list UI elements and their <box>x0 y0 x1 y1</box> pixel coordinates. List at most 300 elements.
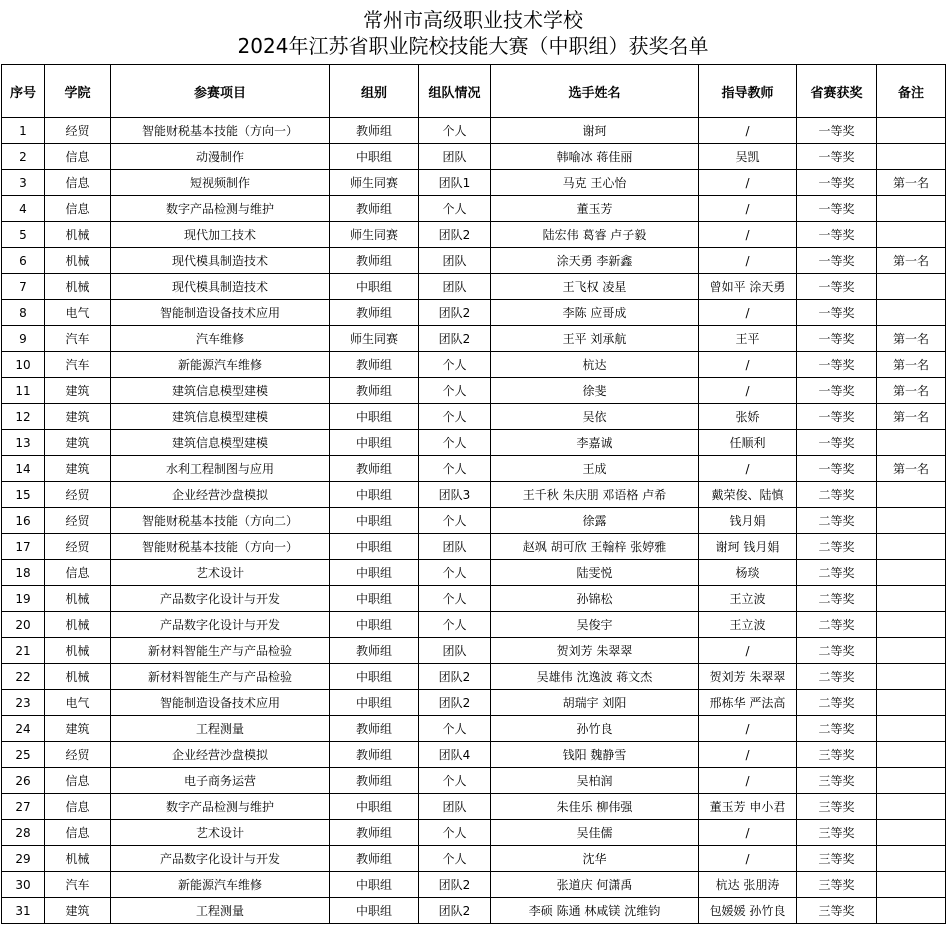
cell-contestants: 李陈 应哥成 <box>491 300 699 326</box>
cell-award: 一等奖 <box>797 378 877 404</box>
table-row <box>2 274 946 300</box>
cell-event: 数字产品检测与维护 <box>111 196 330 222</box>
cell-group: 教师组 <box>330 820 419 846</box>
cell-event: 企业经营沙盘模拟 <box>111 482 330 508</box>
cell-instructor: / <box>699 638 797 664</box>
table-row <box>2 586 946 612</box>
table-row <box>2 898 946 924</box>
cell-award: 一等奖 <box>797 430 877 456</box>
table-row <box>2 170 946 196</box>
cell-contestants: 王平 刘承航 <box>491 326 699 352</box>
cell-college: 机械 <box>45 274 111 300</box>
cell-event: 数字产品检测与维护 <box>111 794 330 820</box>
cell-team: 团队2 <box>419 300 491 326</box>
cell-index: 4 <box>2 196 45 222</box>
cell-contestants: 谢珂 <box>491 118 699 144</box>
cell-college: 信息 <box>45 794 111 820</box>
cell-team: 个人 <box>419 560 491 586</box>
cell-college: 信息 <box>45 820 111 846</box>
cell-award: 一等奖 <box>797 248 877 274</box>
cell-award: 三等奖 <box>797 846 877 872</box>
cell-award: 二等奖 <box>797 586 877 612</box>
cell-contestants: 马克 王心怡 <box>491 170 699 196</box>
cell-award: 三等奖 <box>797 742 877 768</box>
cell-group: 中职组 <box>330 534 419 560</box>
cell-award: 二等奖 <box>797 664 877 690</box>
cell-event: 新能源汽车维修 <box>111 352 330 378</box>
cell-group: 师生同赛 <box>330 326 419 352</box>
cell-instructor: / <box>699 716 797 742</box>
cell-index: 12 <box>2 404 45 430</box>
cell-instructor: / <box>699 456 797 482</box>
col-header-event: 参赛项目 <box>111 65 330 118</box>
table-row <box>2 118 946 144</box>
cell-contestants: 吴俊宇 <box>491 612 699 638</box>
cell-index: 15 <box>2 482 45 508</box>
cell-index: 28 <box>2 820 45 846</box>
cell-instructor: 董玉芳 申小君 <box>699 794 797 820</box>
table-row <box>2 378 946 404</box>
cell-instructor: / <box>699 352 797 378</box>
cell-remark: 第一名 <box>877 352 946 378</box>
cell-contestants: 孙锦松 <box>491 586 699 612</box>
cell-instructor: 贺刘芳 朱翠翠 <box>699 664 797 690</box>
cell-instructor: / <box>699 378 797 404</box>
cell-team: 个人 <box>419 378 491 404</box>
cell-team: 团队2 <box>419 898 491 924</box>
cell-group: 中职组 <box>330 508 419 534</box>
cell-contestants: 吴依 <box>491 404 699 430</box>
cell-team: 团队 <box>419 248 491 274</box>
cell-index: 2 <box>2 144 45 170</box>
cell-group: 师生同赛 <box>330 222 419 248</box>
cell-group: 教师组 <box>330 638 419 664</box>
cell-group: 教师组 <box>330 846 419 872</box>
cell-college: 经贸 <box>45 482 111 508</box>
cell-remark: 第一名 <box>877 378 946 404</box>
cell-group: 教师组 <box>330 456 419 482</box>
cell-remark <box>877 638 946 664</box>
cell-award: 二等奖 <box>797 508 877 534</box>
cell-instructor: / <box>699 118 797 144</box>
cell-remark <box>877 118 946 144</box>
cell-group: 师生同赛 <box>330 170 419 196</box>
table-row <box>2 716 946 742</box>
cell-team: 个人 <box>419 430 491 456</box>
cell-contestants: 赵飒 胡可欣 王翰梓 张婷雅 <box>491 534 699 560</box>
col-header-remark: 备注 <box>877 65 946 118</box>
cell-group: 中职组 <box>330 404 419 430</box>
cell-index: 16 <box>2 508 45 534</box>
cell-college: 机械 <box>45 846 111 872</box>
col-header-group: 组别 <box>330 65 419 118</box>
cell-event: 工程测量 <box>111 716 330 742</box>
cell-index: 11 <box>2 378 45 404</box>
cell-award: 二等奖 <box>797 638 877 664</box>
cell-instructor: / <box>699 248 797 274</box>
school-title: 常州市高级职业技术学校 <box>363 8 583 32</box>
cell-remark <box>877 794 946 820</box>
cell-event: 智能制造设备技术应用 <box>111 300 330 326</box>
cell-college: 机械 <box>45 612 111 638</box>
table-row <box>2 534 946 560</box>
cell-remark <box>877 274 946 300</box>
cell-event: 智能制造设备技术应用 <box>111 690 330 716</box>
table-row <box>2 794 946 820</box>
cell-remark <box>877 222 946 248</box>
table-row <box>2 742 946 768</box>
cell-instructor: 杭达 张朋涛 <box>699 872 797 898</box>
table-row <box>2 456 946 482</box>
cell-team: 团队4 <box>419 742 491 768</box>
cell-instructor: 钱月娟 <box>699 508 797 534</box>
cell-group: 中职组 <box>330 560 419 586</box>
cell-instructor: / <box>699 742 797 768</box>
cell-index: 20 <box>2 612 45 638</box>
cell-team: 团队2 <box>419 222 491 248</box>
cell-event: 新材料智能生产与产品检验 <box>111 638 330 664</box>
cell-award: 二等奖 <box>797 482 877 508</box>
col-header-team: 组队情况 <box>419 65 491 118</box>
cell-team: 个人 <box>419 612 491 638</box>
cell-instructor: 杨琰 <box>699 560 797 586</box>
cell-team: 团队 <box>419 638 491 664</box>
cell-group: 中职组 <box>330 274 419 300</box>
cell-group: 教师组 <box>330 248 419 274</box>
cell-contestants: 李硕 陈通 林咸镁 沈维钧 <box>491 898 699 924</box>
cell-college: 建筑 <box>45 430 111 456</box>
cell-award: 二等奖 <box>797 612 877 638</box>
cell-college: 信息 <box>45 170 111 196</box>
cell-college: 机械 <box>45 638 111 664</box>
cell-index: 22 <box>2 664 45 690</box>
cell-contestants: 王千秋 朱庆朋 邓语格 卢希 <box>491 482 699 508</box>
cell-instructor: 张娇 <box>699 404 797 430</box>
cell-instructor: 曾如平 涂天勇 <box>699 274 797 300</box>
table-row <box>2 196 946 222</box>
cell-group: 中职组 <box>330 612 419 638</box>
cell-event: 短视频制作 <box>111 170 330 196</box>
cell-award: 三等奖 <box>797 768 877 794</box>
cell-award: 一等奖 <box>797 118 877 144</box>
cell-instructor: 王立波 <box>699 612 797 638</box>
cell-college: 电气 <box>45 300 111 326</box>
table-row <box>2 508 946 534</box>
cell-index: 5 <box>2 222 45 248</box>
cell-event: 产品数字化设计与开发 <box>111 846 330 872</box>
cell-instructor: / <box>699 820 797 846</box>
cell-remark <box>877 846 946 872</box>
cell-event: 电子商务运营 <box>111 768 330 794</box>
header-row <box>2 65 946 118</box>
cell-index: 10 <box>2 352 45 378</box>
cell-index: 31 <box>2 898 45 924</box>
cell-group: 中职组 <box>330 872 419 898</box>
cell-team: 团队2 <box>419 872 491 898</box>
cell-event: 智能财税基本技能（方向一） <box>111 118 330 144</box>
cell-group: 教师组 <box>330 742 419 768</box>
cell-remark <box>877 768 946 794</box>
cell-event: 建筑信息模型建模 <box>111 378 330 404</box>
table-row <box>2 430 946 456</box>
cell-index: 24 <box>2 716 45 742</box>
award-list-title: 2024年江苏省职业院校技能大赛（中职组）获奖名单 <box>237 34 709 58</box>
col-header-instructor: 指导教师 <box>699 65 797 118</box>
cell-college: 信息 <box>45 560 111 586</box>
cell-college: 经贸 <box>45 118 111 144</box>
cell-contestants: 王成 <box>491 456 699 482</box>
cell-contestants: 胡瑞宇 刘阳 <box>491 690 699 716</box>
cell-instructor: / <box>699 170 797 196</box>
cell-team: 个人 <box>419 768 491 794</box>
cell-contestants: 吴雄伟 沈逸波 蒋文杰 <box>491 664 699 690</box>
cell-team: 个人 <box>419 404 491 430</box>
cell-remark <box>877 144 946 170</box>
cell-group: 教师组 <box>330 716 419 742</box>
cell-remark <box>877 612 946 638</box>
cell-team: 团队 <box>419 794 491 820</box>
cell-award: 一等奖 <box>797 196 877 222</box>
cell-team: 团队 <box>419 274 491 300</box>
cell-team: 团队 <box>419 144 491 170</box>
cell-college: 电气 <box>45 690 111 716</box>
cell-event: 新能源汽车维修 <box>111 872 330 898</box>
cell-award: 一等奖 <box>797 300 877 326</box>
table-row <box>2 872 946 898</box>
cell-remark: 第一名 <box>877 404 946 430</box>
cell-index: 9 <box>2 326 45 352</box>
cell-team: 团队1 <box>419 170 491 196</box>
cell-group: 中职组 <box>330 794 419 820</box>
cell-group: 教师组 <box>330 378 419 404</box>
cell-index: 26 <box>2 768 45 794</box>
cell-instructor: / <box>699 222 797 248</box>
cell-college: 信息 <box>45 196 111 222</box>
cell-college: 经贸 <box>45 508 111 534</box>
cell-index: 29 <box>2 846 45 872</box>
cell-instructor: 王平 <box>699 326 797 352</box>
cell-group: 中职组 <box>330 664 419 690</box>
cell-group: 中职组 <box>330 144 419 170</box>
cell-index: 18 <box>2 560 45 586</box>
cell-index: 27 <box>2 794 45 820</box>
cell-event: 建筑信息模型建模 <box>111 430 330 456</box>
cell-event: 智能财税基本技能（方向一） <box>111 534 330 560</box>
cell-award: 一等奖 <box>797 352 877 378</box>
cell-index: 13 <box>2 430 45 456</box>
cell-instructor: / <box>699 846 797 872</box>
col-header-award: 省赛获奖 <box>797 65 877 118</box>
cell-team: 个人 <box>419 196 491 222</box>
cell-college: 机械 <box>45 586 111 612</box>
cell-college: 建筑 <box>45 898 111 924</box>
cell-instructor: 任顺利 <box>699 430 797 456</box>
table-row <box>2 326 946 352</box>
cell-index: 14 <box>2 456 45 482</box>
cell-college: 经贸 <box>45 742 111 768</box>
cell-contestants: 钱阳 魏静雪 <box>491 742 699 768</box>
cell-team: 个人 <box>419 352 491 378</box>
cell-contestants: 李嘉诚 <box>491 430 699 456</box>
table-row <box>2 820 946 846</box>
cell-instructor: 戴荣俊、陆慎 <box>699 482 797 508</box>
cell-contestants: 沈华 <box>491 846 699 872</box>
cell-event: 艺术设计 <box>111 560 330 586</box>
table-row <box>2 846 946 872</box>
cell-award: 一等奖 <box>797 456 877 482</box>
cell-remark: 第一名 <box>877 326 946 352</box>
cell-college: 信息 <box>45 144 111 170</box>
cell-remark <box>877 872 946 898</box>
table-row <box>2 768 946 794</box>
cell-team: 个人 <box>419 508 491 534</box>
cell-award: 三等奖 <box>797 820 877 846</box>
cell-remark <box>877 664 946 690</box>
cell-event: 艺术设计 <box>111 820 330 846</box>
table-body <box>2 118 946 924</box>
title-block <box>0 0 946 64</box>
cell-college: 建筑 <box>45 456 111 482</box>
cell-contestants: 董玉芳 <box>491 196 699 222</box>
cell-index: 30 <box>2 872 45 898</box>
cell-group: 教师组 <box>330 118 419 144</box>
cell-team: 个人 <box>419 586 491 612</box>
cell-contestants: 王飞权 凌星 <box>491 274 699 300</box>
table-row <box>2 690 946 716</box>
cell-contestants: 涂天勇 李新鑫 <box>491 248 699 274</box>
table-row <box>2 612 946 638</box>
cell-award: 三等奖 <box>797 794 877 820</box>
cell-college: 经贸 <box>45 534 111 560</box>
cell-remark: 第一名 <box>877 170 946 196</box>
cell-instructor: / <box>699 768 797 794</box>
table-row <box>2 664 946 690</box>
cell-contestants: 孙竹良 <box>491 716 699 742</box>
cell-award: 二等奖 <box>797 690 877 716</box>
cell-contestants: 吴柏润 <box>491 768 699 794</box>
cell-college: 汽车 <box>45 352 111 378</box>
cell-group: 中职组 <box>330 482 419 508</box>
cell-event: 现代加工技术 <box>111 222 330 248</box>
cell-instructor: 邢栋华 严法高 <box>699 690 797 716</box>
cell-index: 17 <box>2 534 45 560</box>
cell-college: 机械 <box>45 222 111 248</box>
table-row <box>2 352 946 378</box>
cell-remark <box>877 300 946 326</box>
award-table <box>1 64 946 924</box>
cell-event: 现代模具制造技术 <box>111 248 330 274</box>
cell-award: 一等奖 <box>797 326 877 352</box>
cell-event: 产品数字化设计与开发 <box>111 612 330 638</box>
cell-instructor: 谢珂 钱月娟 <box>699 534 797 560</box>
cell-award: 二等奖 <box>797 534 877 560</box>
cell-remark <box>877 196 946 222</box>
cell-college: 机械 <box>45 248 111 274</box>
cell-event: 建筑信息模型建模 <box>111 404 330 430</box>
cell-index: 8 <box>2 300 45 326</box>
cell-contestants: 贺刘芳 朱翠翠 <box>491 638 699 664</box>
cell-team: 团队 <box>419 534 491 560</box>
col-header-college: 学院 <box>45 65 111 118</box>
table-row <box>2 560 946 586</box>
cell-contestants: 吴佳儒 <box>491 820 699 846</box>
cell-award: 一等奖 <box>797 170 877 196</box>
cell-contestants: 陆宏伟 葛睿 卢子毅 <box>491 222 699 248</box>
cell-remark <box>877 820 946 846</box>
cell-index: 21 <box>2 638 45 664</box>
cell-index: 25 <box>2 742 45 768</box>
cell-contestants: 韩喻冰 蒋佳丽 <box>491 144 699 170</box>
cell-team: 团队2 <box>419 326 491 352</box>
cell-award: 三等奖 <box>797 872 877 898</box>
col-header-contestants: 选手姓名 <box>491 65 699 118</box>
cell-college: 建筑 <box>45 716 111 742</box>
cell-event: 现代模具制造技术 <box>111 274 330 300</box>
cell-instructor: 吴凯 <box>699 144 797 170</box>
cell-instructor: 王立波 <box>699 586 797 612</box>
cell-remark: 第一名 <box>877 248 946 274</box>
cell-event: 工程测量 <box>111 898 330 924</box>
cell-index: 7 <box>2 274 45 300</box>
cell-college: 汽车 <box>45 326 111 352</box>
cell-team: 个人 <box>419 846 491 872</box>
cell-award: 二等奖 <box>797 716 877 742</box>
cell-college: 建筑 <box>45 404 111 430</box>
cell-contestants: 张道庆 何潇禹 <box>491 872 699 898</box>
cell-index: 3 <box>2 170 45 196</box>
cell-instructor: / <box>699 196 797 222</box>
cell-group: 中职组 <box>330 898 419 924</box>
cell-team: 个人 <box>419 820 491 846</box>
cell-team: 个人 <box>419 716 491 742</box>
cell-team: 个人 <box>419 456 491 482</box>
cell-event: 动漫制作 <box>111 144 330 170</box>
cell-contestants: 朱佳乐 柳伟强 <box>491 794 699 820</box>
table-row <box>2 404 946 430</box>
cell-college: 信息 <box>45 768 111 794</box>
cell-instructor: 包媛媛 孙竹良 <box>699 898 797 924</box>
cell-award: 三等奖 <box>797 898 877 924</box>
cell-group: 教师组 <box>330 196 419 222</box>
cell-group: 中职组 <box>330 430 419 456</box>
cell-index: 19 <box>2 586 45 612</box>
cell-group: 中职组 <box>330 586 419 612</box>
cell-instructor: / <box>699 300 797 326</box>
cell-group: 教师组 <box>330 300 419 326</box>
cell-contestants: 徐斐 <box>491 378 699 404</box>
cell-team: 团队2 <box>419 690 491 716</box>
table-row <box>2 248 946 274</box>
cell-group: 中职组 <box>330 690 419 716</box>
cell-event: 企业经营沙盘模拟 <box>111 742 330 768</box>
cell-remark <box>877 690 946 716</box>
cell-event: 水利工程制图与应用 <box>111 456 330 482</box>
col-header-index: 序号 <box>2 65 45 118</box>
cell-group: 教师组 <box>330 768 419 794</box>
table-row <box>2 482 946 508</box>
cell-remark <box>877 716 946 742</box>
cell-remark <box>877 430 946 456</box>
cell-award: 一等奖 <box>797 144 877 170</box>
cell-event: 智能财税基本技能（方向二） <box>111 508 330 534</box>
table-row <box>2 144 946 170</box>
cell-remark <box>877 898 946 924</box>
cell-college: 汽车 <box>45 872 111 898</box>
cell-remark <box>877 534 946 560</box>
cell-contestants: 徐露 <box>491 508 699 534</box>
cell-team: 团队3 <box>419 482 491 508</box>
cell-college: 建筑 <box>45 378 111 404</box>
